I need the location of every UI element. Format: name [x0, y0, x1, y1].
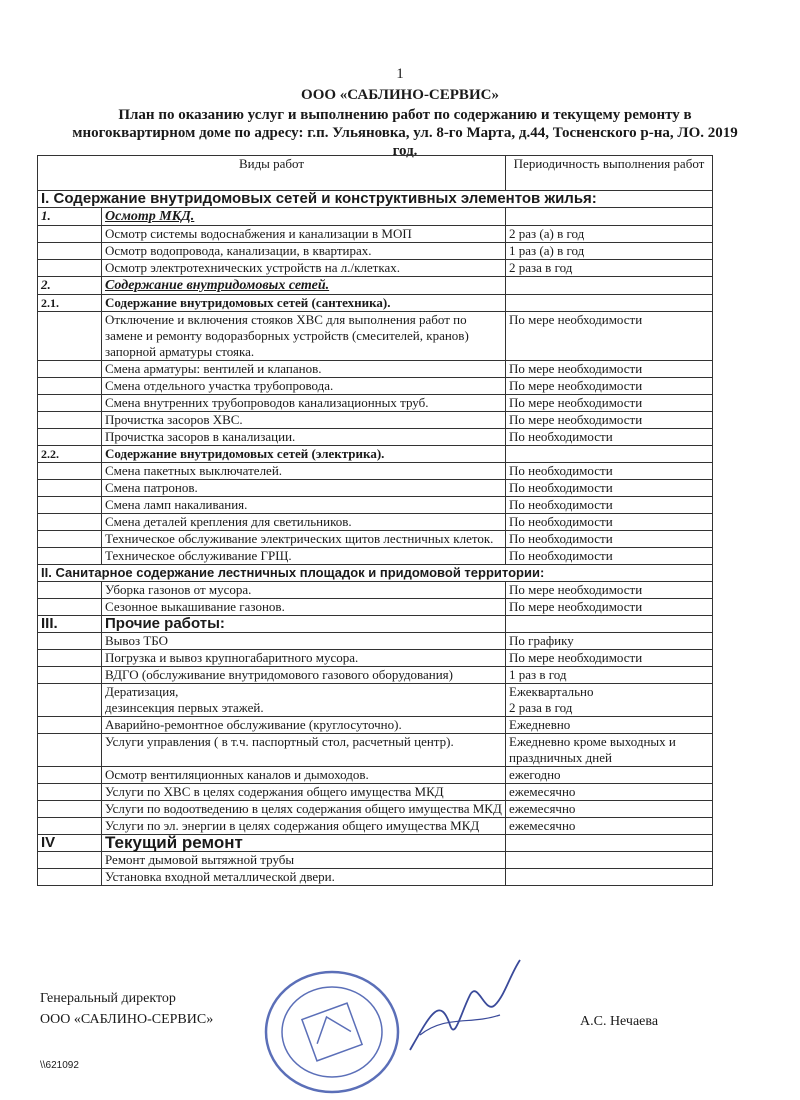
- work-cell: [102, 684, 506, 717]
- section-row: [38, 565, 713, 582]
- period-cell: 2 раз (а) в год: [506, 226, 713, 243]
- position-line: Генеральный директор: [40, 991, 176, 1006]
- work-cell: Уборка газонов от мусора.: [102, 582, 506, 599]
- table-row: [38, 378, 713, 395]
- period-cell: По необходимости: [506, 514, 713, 531]
- company-line: ООО «САБЛИНО-СЕРВИС»: [40, 1012, 214, 1027]
- subsection-title: Содержание внутридомовых сетей (сантехника).: [102, 295, 506, 312]
- table-row: [38, 243, 713, 260]
- period-cell: Ежедневно: [506, 717, 713, 734]
- period-line: 2 раза в год: [509, 700, 573, 715]
- period-cell: По мере необходимости: [506, 582, 713, 599]
- subsection-title: Осмотр МКД.: [105, 209, 195, 224]
- period-cell: По мере необходимости: [506, 412, 713, 429]
- table-row: [38, 869, 713, 886]
- period-cell: По необходимости: [506, 531, 713, 548]
- section-2-title: II. Санитарное содержание лестничных площадок и придомовой территории:: [38, 565, 713, 582]
- period-cell: [506, 684, 713, 717]
- work-cell: Погрузка и вывоз крупногабаритного мусора.: [102, 650, 506, 667]
- period-cell: По мере необходимости: [506, 312, 713, 361]
- period-cell: По необходимости: [506, 480, 713, 497]
- work-cell: Осмотр системы водоснабжения и канализации в МОП: [102, 226, 506, 243]
- table-row: [38, 548, 713, 565]
- table-row: [38, 767, 713, 784]
- period-cell: Ежедневно кроме выходных и праздничных дней: [506, 734, 713, 767]
- period-cell: По графику: [506, 633, 713, 650]
- work-cell: Вывоз ТБО: [102, 633, 506, 650]
- header-works: Виды работ: [38, 156, 506, 191]
- table-row: [38, 599, 713, 616]
- work-cell: Смена деталей крепления для светильников.: [102, 514, 506, 531]
- work-cell: Отключение и включения стояков ХВС для выполнения работ по замене и ремонту водоразборных устройств (смесителей, кранов) запорной арматуры стояка.: [102, 312, 506, 361]
- table-row: [38, 395, 713, 412]
- period-line: Ежеквартально: [509, 684, 594, 699]
- period-cell: По мере необходимости: [506, 650, 713, 667]
- work-cell: Прочистка засоров в канализации.: [102, 429, 506, 446]
- work-cell: Смена ламп накаливания.: [102, 497, 506, 514]
- section-3-number: III.: [38, 616, 102, 633]
- table-header-row: [38, 156, 713, 191]
- signatory-position: [40, 988, 213, 1030]
- work-cell: Техническое обслуживание электрических щитов лестничных клеток.: [102, 531, 506, 548]
- work-cell: Осмотр вентиляционных каналов и дымоходов.: [102, 767, 506, 784]
- work-cell: Аварийно-ремонтное обслуживание (круглосуточно).: [102, 717, 506, 734]
- table-row: [38, 226, 713, 243]
- work-cell: Смена отдельного участка трубопровода.: [102, 378, 506, 395]
- table-row: [38, 412, 713, 429]
- work-cell: Ремонт дымовой вытяжной трубы: [102, 852, 506, 869]
- period-cell: По необходимости: [506, 497, 713, 514]
- section-1-title: I. Содержание внутридомовых сетей и конструктивных элементов жилья:: [38, 191, 713, 208]
- signatory-name: А.С. Нечаева: [580, 1014, 659, 1029]
- table-row: [38, 480, 713, 497]
- subsection-row: [38, 295, 713, 312]
- period-cell: По необходимости: [506, 463, 713, 480]
- period-cell: ежегодно: [506, 767, 713, 784]
- subsection-number: 2.1.: [38, 295, 102, 312]
- work-cell: Смена арматуры: вентилей и клапанов.: [102, 361, 506, 378]
- period-cell: 1 раз (а) в год: [506, 243, 713, 260]
- subsection-title: Содержание внутридомовых сетей.: [105, 278, 330, 293]
- subsection-title: Содержание внутридомовых сетей (электрика).: [102, 446, 506, 463]
- work-cell: Сезонное выкашивание газонов.: [102, 599, 506, 616]
- work-cell: Смена внутренних трубопроводов канализационных труб.: [102, 395, 506, 412]
- services-plan-table: [37, 155, 713, 886]
- company-stamp: [262, 968, 402, 1096]
- organization-name: ООО «САБЛИНО-СЕРВИС»: [301, 87, 499, 103]
- work-cell: ВДГО (обслуживание внутридомового газового оборудования): [102, 667, 506, 684]
- period-cell: 2 раза в год: [506, 260, 713, 277]
- table-row: [38, 667, 713, 684]
- table-row: [38, 784, 713, 801]
- header-period: Периодичность выполнения работ: [506, 156, 713, 191]
- work-cell: Услуги по водоотведению в целях содержания общего имущества МКД: [102, 801, 506, 818]
- subsection-number: 1.: [38, 208, 102, 226]
- table-row: [38, 497, 713, 514]
- work-cell: Прочистка засоров ХВС.: [102, 412, 506, 429]
- table-row: [38, 734, 713, 767]
- work-cell: Техническое обслуживание ГРЩ.: [102, 548, 506, 565]
- footer-code: \\621092: [40, 1060, 79, 1071]
- subsection-row: [38, 446, 713, 463]
- period-cell: ежемесячно: [506, 801, 713, 818]
- work-cell: Услуги по эл. энергии в целях содержания общего имущества МКД: [102, 818, 506, 835]
- page-number: 1: [396, 66, 404, 82]
- work-cell: Установка входной металлической двери.: [102, 869, 506, 886]
- section-row: [38, 191, 713, 208]
- work-cell: Услуги управления ( в т.ч. паспортный стол, расчетный центр).: [102, 734, 506, 767]
- period-cell: ежемесячно: [506, 784, 713, 801]
- table-row: [38, 260, 713, 277]
- table-row: [38, 531, 713, 548]
- table-row: [38, 818, 713, 835]
- period-cell: По мере необходимости: [506, 395, 713, 412]
- section-4-title: Текущий ремонт: [102, 835, 506, 852]
- table-row: [38, 312, 713, 361]
- table-row: [38, 514, 713, 531]
- section-4-number: IV: [38, 835, 102, 852]
- period-cell: 1 раз в год: [506, 667, 713, 684]
- period-cell: По необходимости: [506, 548, 713, 565]
- table-row: [38, 361, 713, 378]
- table-row: [38, 429, 713, 446]
- work-line: дезинсекция первых этажей.: [105, 700, 264, 715]
- work-cell: Осмотр электротехнических устройств на л./клетках.: [102, 260, 506, 277]
- period-cell: По необходимости: [506, 429, 713, 446]
- table-row: [38, 633, 713, 650]
- table-row: [38, 852, 713, 869]
- work-cell: Смена патронов.: [102, 480, 506, 497]
- period-cell: ежемесячно: [506, 818, 713, 835]
- section-3-title: Прочие работы:: [102, 616, 506, 633]
- work-cell: Услуги по ХВС в целях содержания общего имущества МКД: [102, 784, 506, 801]
- table-row: [38, 717, 713, 734]
- period-cell: По мере необходимости: [506, 599, 713, 616]
- work-cell: Осмотр водопровода, канализации, в квартирах.: [102, 243, 506, 260]
- table-row: [38, 650, 713, 667]
- period-cell: По мере необходимости: [506, 361, 713, 378]
- table-row: [38, 582, 713, 599]
- period-cell: По мере необходимости: [506, 378, 713, 395]
- table-row: [38, 684, 713, 717]
- subsection-row: [38, 208, 713, 226]
- subsection-number: 2.2.: [38, 446, 102, 463]
- subsection-row: [38, 277, 713, 295]
- section-row: [38, 835, 713, 852]
- subsection-number: 2.: [38, 277, 102, 295]
- work-cell: Смена пакетных выключателей.: [102, 463, 506, 480]
- table-row: [38, 463, 713, 480]
- director-signature: [400, 955, 530, 1065]
- table-row: [38, 801, 713, 818]
- section-row: [38, 616, 713, 633]
- document-title: План по оказанию услуг и выполнению работ по содержанию и текущему ремонту в многоквартирном доме по адресу: г.п. Ульяновка, ул. 8-го Марта, д.44, Тосненского р-на, ЛО. 2019 год.: [72, 107, 738, 159]
- work-line: Дератизация,: [105, 684, 179, 699]
